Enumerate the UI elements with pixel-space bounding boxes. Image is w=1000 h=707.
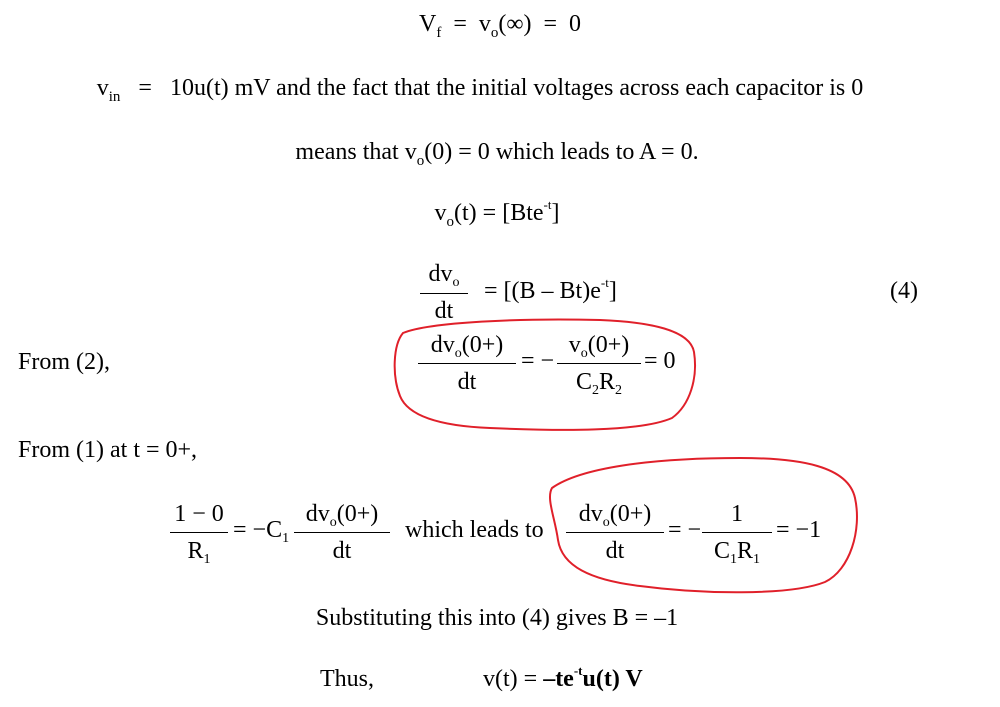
from-1-label: From (1) at t = 0+, bbox=[18, 437, 198, 463]
vin-symbol: v bbox=[96, 75, 109, 101]
equals-minus-one: = −1 bbox=[776, 517, 822, 543]
equation-number-4: (4) bbox=[890, 278, 918, 304]
zero-plus-arg: (0+) bbox=[336, 501, 379, 527]
dv-text: dv bbox=[305, 501, 330, 527]
one-minus-zero-numerator: 1 − 0 bbox=[174, 501, 224, 527]
vo-symbol: v bbox=[478, 11, 491, 37]
exponent: -t bbox=[573, 663, 583, 678]
equals-minus: = − bbox=[521, 348, 555, 374]
c-text: C bbox=[575, 369, 592, 395]
exponent: -t bbox=[600, 275, 609, 290]
one-numerator: 1 bbox=[731, 501, 743, 527]
r-subscript: 1 bbox=[753, 552, 761, 567]
c-subscript: 1 bbox=[730, 552, 737, 567]
rhs-te: –te bbox=[543, 666, 574, 692]
dv-text: dv bbox=[430, 332, 455, 358]
r-text: R bbox=[187, 538, 204, 564]
zero-plus-arg: (0+) bbox=[587, 332, 630, 358]
thus-label: Thus, bbox=[320, 666, 374, 692]
vo-symbol: v bbox=[434, 200, 447, 226]
zero-plus-arg: (0+) bbox=[461, 332, 504, 358]
c-text: C bbox=[713, 538, 730, 564]
vf-subscript: f bbox=[436, 25, 442, 41]
r-text: R bbox=[599, 369, 616, 395]
dt-denominator: dt bbox=[332, 538, 352, 564]
r-subscript: 1 bbox=[203, 552, 211, 567]
equals-sign: = bbox=[543, 11, 558, 37]
equals-minus: = − bbox=[668, 517, 702, 543]
equals-minus-c-text: = −C bbox=[233, 517, 283, 543]
dt-denominator: dt bbox=[434, 298, 454, 324]
annotation-circle-2 bbox=[550, 458, 857, 592]
annotation-circle-1 bbox=[395, 320, 695, 430]
c-subscript: 2 bbox=[592, 383, 599, 398]
vt-lhs: v(t) = bbox=[483, 666, 538, 692]
which-leads-to-text: which leads to bbox=[405, 517, 544, 543]
from-2-label: From (2), bbox=[18, 349, 110, 375]
equals-sign: = bbox=[138, 75, 152, 101]
c-subscript: 1 bbox=[282, 531, 290, 546]
vf-symbol: V bbox=[418, 11, 437, 37]
o-subscript: o bbox=[580, 346, 588, 361]
zero-value: 0 bbox=[569, 11, 582, 37]
dt-denominator: dt bbox=[457, 369, 477, 395]
vo-subscript: o bbox=[416, 153, 425, 169]
vin-subscript: in bbox=[108, 89, 121, 105]
o-subscript: o bbox=[452, 275, 460, 290]
equals-sign: = bbox=[453, 11, 467, 37]
r-text: R bbox=[737, 538, 754, 564]
r-subscript: 2 bbox=[615, 383, 623, 398]
v-text: v bbox=[568, 332, 581, 358]
eq4-rhs-text: = [(B – Bt)e bbox=[484, 278, 601, 304]
leads-to-a-text: (0) = 0 which leads to A = 0. bbox=[424, 139, 699, 165]
exponent: -t bbox=[543, 197, 552, 212]
closing-bracket: ] bbox=[551, 200, 560, 226]
zero-plus-arg: (0+) bbox=[609, 501, 652, 527]
vin-description: 10u(t) mV and the fact that the initial voltages across each capacitor is 0 bbox=[169, 75, 864, 101]
o-subscript: o bbox=[602, 515, 610, 530]
dv-text: dv bbox=[578, 501, 603, 527]
substitution-statement: Substituting this into (4) gives B = –1 bbox=[315, 605, 679, 631]
o-subscript: o bbox=[454, 346, 462, 361]
equals-zero: = 0 bbox=[644, 348, 676, 374]
vo-rhs: (t) = [Bte bbox=[454, 200, 544, 226]
infinity-argument: (∞) bbox=[498, 11, 532, 37]
vo-subscript: o bbox=[446, 214, 455, 230]
dt-denominator: dt bbox=[605, 538, 625, 564]
rhs-ut-v: u(t) V bbox=[582, 666, 643, 692]
means-text: means that v bbox=[295, 139, 417, 165]
dv-text: dv bbox=[428, 261, 453, 287]
closing-bracket: ] bbox=[608, 278, 617, 304]
o-subscript: o bbox=[329, 515, 337, 530]
vo-subscript: o bbox=[490, 25, 499, 41]
